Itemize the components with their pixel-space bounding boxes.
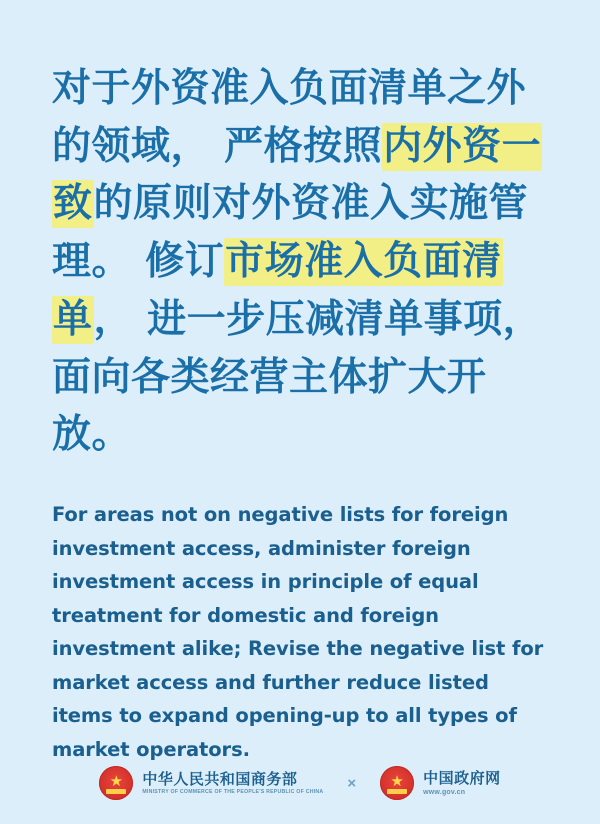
headline-part-3: ， 进一步压减清单事项， 面向各类经营主体扩大开放。 [52, 296, 543, 458]
brand-govcn-text [423, 770, 501, 797]
brand-govcn-name-cn: 中国政府网 [423, 768, 501, 787]
headline-part-2: 的原则对外资准入实施管理。 修订 [52, 181, 529, 285]
headline-chinese [52, 60, 548, 464]
brand-mofcom-name-cn: 中华人民共和国商务部 [142, 769, 298, 788]
brand-mofcom-name-en: MINISTRY OF COMMERCE OF THE PEOPLE'S REPUBLIC OF CHINA [142, 789, 324, 796]
headline-highlight-2: 市场准入负面清单 [53, 239, 502, 342]
footer-branding [52, 766, 548, 824]
brand-mofcom [99, 766, 323, 800]
brand-govcn [380, 766, 501, 800]
china-national-emblem-icon [380, 766, 414, 800]
headline-part-1: 对于外资准入负面清单之外的领域， 严格按照 [52, 66, 527, 169]
brand-separator: × [347, 774, 357, 792]
headline-highlight-1: 内外资一致 [53, 123, 542, 227]
brand-govcn-url: www.gov.cn [423, 789, 466, 797]
brand-mofcom-text [142, 771, 323, 796]
china-national-emblem-icon [99, 766, 133, 800]
body-text-english: For areas not on negative lists for foreign investment access, administer foreign investment access in principle of equal treatment for domestic and foreign investment alike; Revise the negative list for market access and further reduce listed items to expand opening-up to all types of market operators. [52, 503, 544, 761]
